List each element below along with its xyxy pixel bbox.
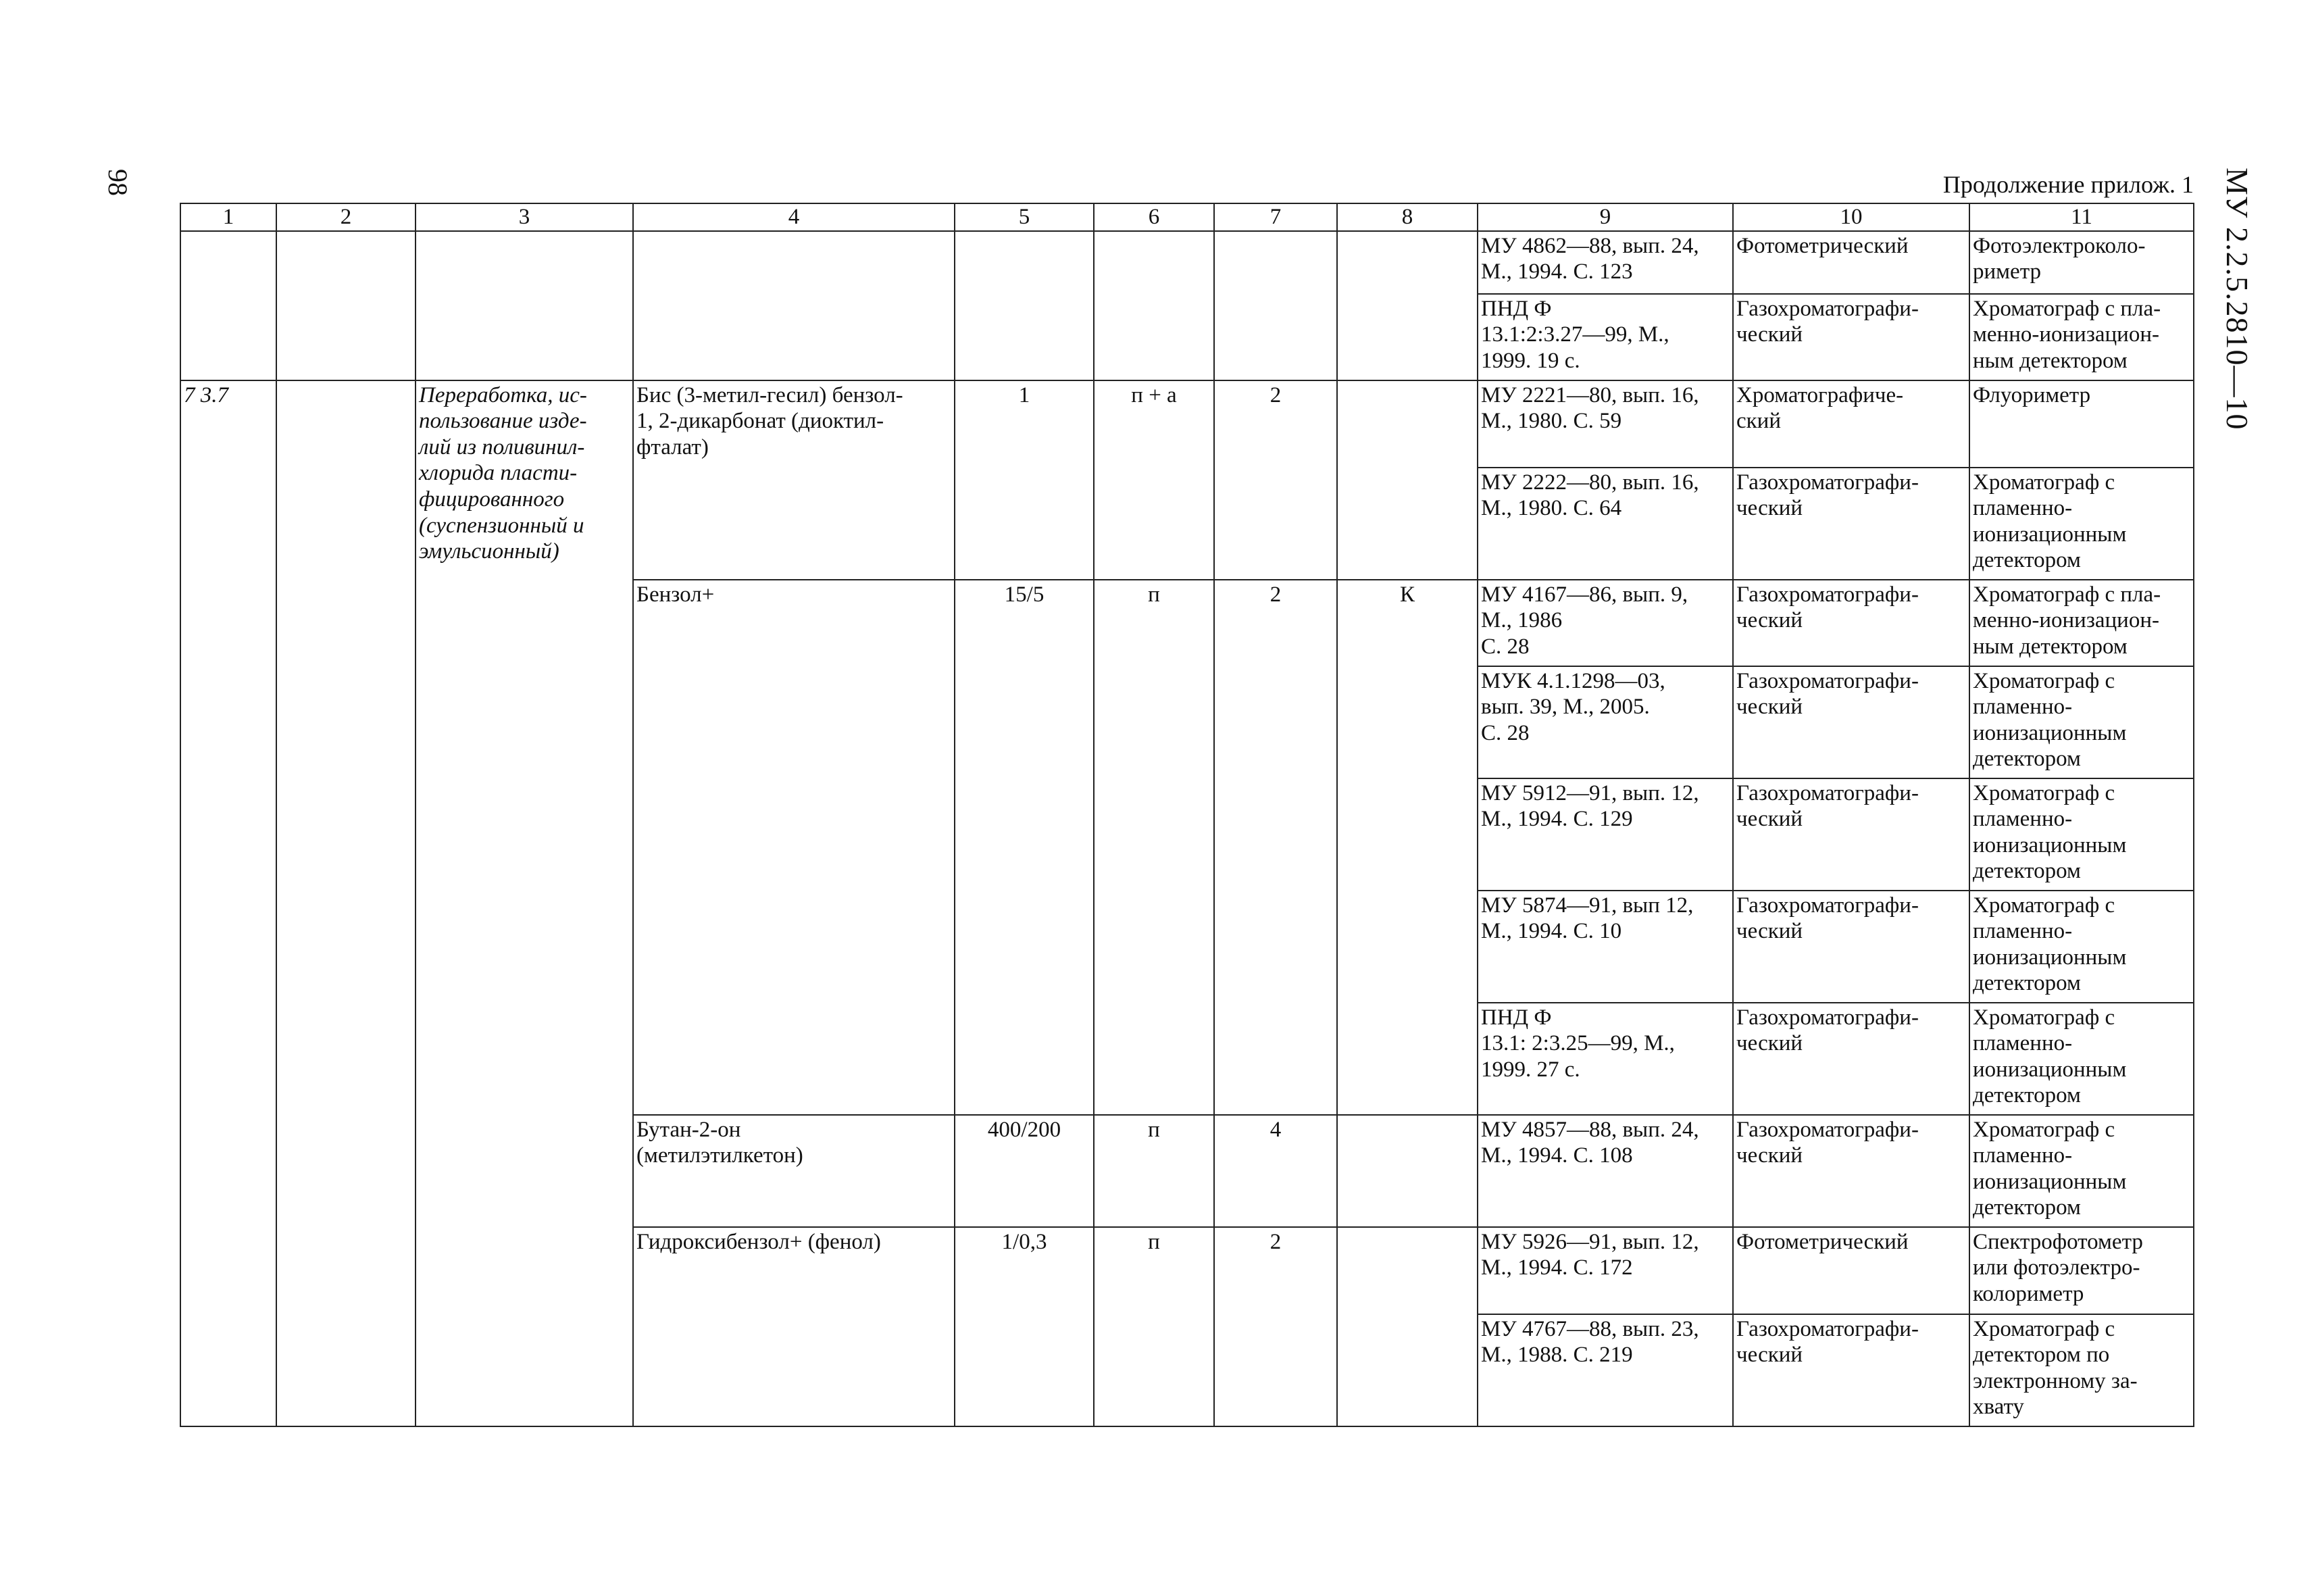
- col-header-2: 2: [276, 203, 416, 231]
- hazard-class: 2: [1214, 1227, 1337, 1426]
- method-cell: Газохроматографи- ческий: [1733, 891, 1969, 1003]
- empty-cell: [276, 231, 416, 380]
- entry-number: 7 3.7: [180, 380, 276, 1426]
- mpc-value: 1/0,3: [955, 1227, 1094, 1426]
- method-doc-cell: МУ 2221—80, вып. 16, М., 1980. С. 59: [1478, 380, 1733, 468]
- method-cell: Газохроматографи- ческий: [1733, 294, 1969, 380]
- continuation-label: Продолжение прилож. 1: [1942, 171, 2194, 198]
- document-code: МУ 2.2.5.2810—10: [2220, 168, 2255, 430]
- col-header-9: 9: [1478, 203, 1733, 231]
- substance-name: Гидроксибензол+ (фенол): [633, 1227, 955, 1426]
- table-row: [180, 380, 2194, 468]
- method-cell: Газохроматографи- ческий: [1733, 1115, 1969, 1227]
- method-doc-cell: МУК 4.1.1298—03, вып. 39, М., 2005. С. 28: [1478, 666, 1733, 778]
- appendix-table: [180, 203, 2194, 1427]
- hazard-class: 2: [1214, 380, 1337, 580]
- col-header-7: 7: [1214, 203, 1337, 231]
- method-doc-cell: ПНД Ф 13.1: 2:3.25—99, М., 1999. 27 с.: [1478, 1003, 1733, 1115]
- table-row: [180, 231, 2194, 294]
- col-header-1: 1: [180, 203, 276, 231]
- method-cell: Газохроматографи- ческий: [1733, 1314, 1969, 1426]
- feature-mark: К: [1337, 580, 1478, 1115]
- aggregate-state: п: [1094, 1115, 1214, 1227]
- col-header-6: 6: [1094, 203, 1214, 231]
- col-header-11: 11: [1969, 203, 2194, 231]
- method-cell: Газохроматографи- ческий: [1733, 778, 1969, 891]
- method-cell: Хроматографиче- ский: [1733, 380, 1969, 468]
- empty-cell: [180, 231, 276, 380]
- aggregate-state: п: [1094, 580, 1214, 1115]
- substance-name: Бензол+: [633, 580, 955, 1115]
- col-header-5: 5: [955, 203, 1094, 231]
- method-doc-cell: МУ 5926—91, вып. 12, М., 1994. С. 172: [1478, 1227, 1733, 1314]
- feature-mark: [1337, 1227, 1478, 1426]
- hazard-class: 2: [1214, 580, 1337, 1115]
- mpc-value: 400/200: [955, 1115, 1094, 1227]
- mpc-value: 15/5: [955, 580, 1094, 1115]
- method-doc-cell: МУ 5874—91, вып 12, М., 1994. С. 10: [1478, 891, 1733, 1003]
- header-row: [180, 203, 2194, 231]
- empty-cell: [1094, 231, 1214, 380]
- device-cell: Хроматограф с пламенно- ионизационным детектором: [1969, 468, 2194, 580]
- col-header-3: 3: [416, 203, 633, 231]
- device-cell: Хроматограф с пла- менно-ионизацион- ным детектором: [1969, 294, 2194, 380]
- empty-cell: [1337, 231, 1478, 380]
- empty-cell: [633, 231, 955, 380]
- feature-mark: [1337, 1115, 1478, 1227]
- device-cell: Хроматограф с пла- менно-ионизацион- ным детектором: [1969, 580, 2194, 666]
- page-number: 98: [103, 169, 133, 196]
- method-doc-cell: МУ 4767—88, вып. 23, М., 1988. С. 219: [1478, 1314, 1733, 1426]
- aggregate-state: п: [1094, 1227, 1214, 1426]
- aggregate-state: п + а: [1094, 380, 1214, 580]
- col-header-10: 10: [1733, 203, 1969, 231]
- method-cell: Газохроматографи- ческий: [1733, 468, 1969, 580]
- empty-cell: [416, 231, 633, 380]
- method-doc-cell: МУ 4167—86, вып. 9, М., 1986 С. 28: [1478, 580, 1733, 666]
- method-doc-cell: МУ 2222—80, вып. 16, М., 1980. С. 64: [1478, 468, 1733, 580]
- method-doc-cell: МУ 4862—88, вып. 24, М., 1994. С. 123: [1478, 231, 1733, 294]
- empty-cell: [1214, 231, 1337, 380]
- method-doc-cell: МУ 4857—88, вып. 24, М., 1994. С. 108: [1478, 1115, 1733, 1227]
- device-cell: Хроматограф с детектором по электронному за- хвату: [1969, 1314, 2194, 1426]
- empty-cell: [955, 231, 1094, 380]
- device-cell: Спектрофотометр или фотоэлектро- колориметр: [1969, 1227, 2194, 1314]
- device-cell: Фотоэлектроколо- риметр: [1969, 231, 2194, 294]
- empty-cell: [276, 380, 416, 1426]
- method-doc-cell: ПНД Ф 13.1:2:3.27—99, М., 1999. 19 с.: [1478, 294, 1733, 380]
- method-cell: Газохроматографи- ческий: [1733, 1003, 1969, 1115]
- device-cell: Хроматограф с пламенно- ионизационным детектором: [1969, 891, 2194, 1003]
- method-cell: Фотометрический: [1733, 231, 1969, 294]
- substance-name: Бутан-2-он (метилэтилкетон): [633, 1115, 955, 1227]
- device-cell: Хроматограф с пламенно- ионизационным детектором: [1969, 666, 2194, 778]
- device-cell: Хроматограф с пламенно- ионизационным детектором: [1969, 1115, 2194, 1227]
- method-cell: Фотометрический: [1733, 1227, 1969, 1314]
- method-cell: Газохроматографи- ческий: [1733, 580, 1969, 666]
- col-header-4: 4: [633, 203, 955, 231]
- process-name: Переработка, ис- пользование изде- лий из поливинил- хлорида пласти- фицированного (суспензионный и эмульсионный): [416, 380, 633, 1426]
- hazard-class: 4: [1214, 1115, 1337, 1227]
- method-doc-cell: МУ 5912—91, вып. 12, М., 1994. С. 129: [1478, 778, 1733, 891]
- device-cell: Флуориметр: [1969, 380, 2194, 468]
- mpc-value: 1: [955, 380, 1094, 580]
- col-header-8: 8: [1337, 203, 1478, 231]
- device-cell: Хроматограф с пламенно- ионизационным детектором: [1969, 1003, 2194, 1115]
- feature-mark: [1337, 380, 1478, 580]
- method-cell: Газохроматографи- ческий: [1733, 666, 1969, 778]
- substance-name: Бис (3-метил-гесил) бензол- 1, 2-дикарбонат (диоктил- фталат): [633, 380, 955, 580]
- device-cell: Хроматограф с пламенно- ионизационным детектором: [1969, 778, 2194, 891]
